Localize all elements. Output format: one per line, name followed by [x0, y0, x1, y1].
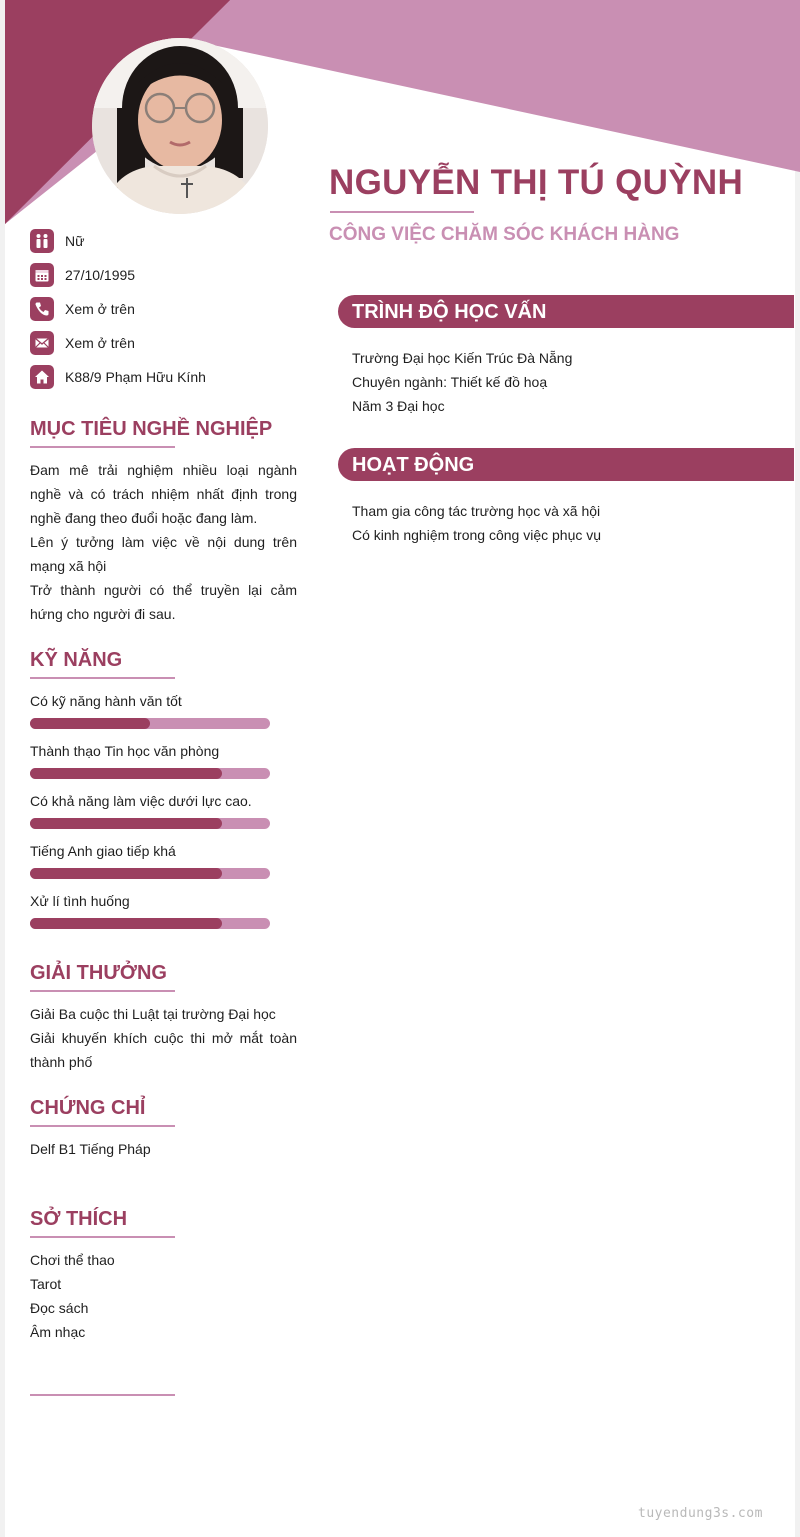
objective-paragraph: Đam mê trải nghiệm nhiều loại ngành nghề và có trách nhiệm nhất định trong nghề đang theo đuổi hoặc đang làm.: [30, 462, 297, 526]
full-name: NGUYỄN THỊ TÚ QUỲNH: [329, 163, 744, 202]
home-icon: [30, 365, 54, 389]
objective-title: MỤC TIÊU NGHỀ NGHIỆP: [30, 418, 273, 440]
page-edge-right: [795, 0, 800, 1537]
objective-underline: [30, 446, 175, 448]
activity-item: Có kinh nghiệm trong công việc phục vụ: [352, 527, 602, 543]
objective-paragraph: Lên ý tưởng làm việc về nội dung trên mạng xã hội: [30, 534, 297, 574]
skill-label: Thành thạo Tin học văn phòng: [30, 743, 220, 759]
contact-email: [30, 326, 206, 360]
contact-gender-text: Nữ: [65, 233, 85, 249]
watermark: tuyendung3s.com: [638, 1506, 763, 1521]
skill-bar-fill: [30, 868, 222, 879]
calendar-icon: [30, 263, 54, 287]
phone-icon: [30, 297, 54, 321]
certificates-title: CHỨNG CHỈ: [30, 1097, 146, 1119]
awards-title: GIẢI THƯỞNG: [30, 962, 167, 984]
page-edge-left: [0, 0, 5, 1537]
skill-label: Tiếng Anh giao tiếp khá: [30, 843, 176, 859]
skill-label: Có khả năng làm việc dưới lực cao.: [30, 793, 252, 809]
contact-birthday-text: 27/10/1995: [65, 267, 136, 283]
award-item: Giải khuyến khích cuộc thi mở mắt toàn thành phố: [30, 1030, 297, 1070]
certificates-list: [30, 1137, 297, 1161]
gender-icon: [30, 229, 54, 253]
hobbies-title: SỞ THÍCH: [30, 1208, 128, 1230]
skill-bar: [30, 918, 270, 929]
objective-text: [30, 458, 297, 626]
education-item: Năm 3 Đại học: [352, 398, 445, 414]
skill-item: [30, 838, 270, 888]
activity-item: Tham gia công tác trường học và xã hội: [352, 503, 601, 519]
skill-label: Xử lí tình huống: [30, 893, 130, 909]
hobby-item: Chơi thể thao: [30, 1252, 115, 1268]
skill-bar: [30, 818, 270, 829]
skill-item: [30, 688, 270, 738]
footer-divider: [30, 1394, 175, 1396]
skill-bar: [30, 718, 270, 729]
contact-address: [30, 360, 206, 394]
avatar-photo: [92, 38, 268, 214]
email-icon: [30, 331, 54, 355]
hobby-item: Tarot: [30, 1276, 62, 1292]
education-item: Trường Đại học Kiến Trúc Đà Nẵng: [352, 350, 573, 366]
contact-email-text: Xem ở trên: [65, 335, 135, 351]
avatar: [92, 38, 268, 214]
hobbies-underline: [30, 1236, 175, 1238]
activities-title: HOẠT ĐỘNG: [352, 454, 475, 476]
skill-bar: [30, 868, 270, 879]
certificate-item: Delf B1 Tiếng Pháp: [30, 1141, 151, 1157]
contact-address-text: K88/9 Phạm Hữu Kính: [65, 369, 206, 385]
hobbies-list: [30, 1248, 297, 1344]
education-title: TRÌNH ĐỘ HỌC VẤN: [352, 301, 547, 323]
activities-header: [338, 448, 794, 481]
job-title: CÔNG VIỆC CHĂM SÓC KHÁCH HÀNG: [329, 224, 680, 245]
contact-gender: [30, 224, 206, 258]
award-item: Giải Ba cuộc thi Luật tại trường Đại học: [30, 1006, 276, 1022]
contact-phone: [30, 292, 206, 326]
skill-label: Có kỹ năng hành văn tốt: [30, 693, 182, 709]
hobby-item: Âm nhạc: [30, 1324, 86, 1340]
skills-list: [30, 688, 270, 938]
activities-list: [352, 499, 601, 547]
contact-phone-text: Xem ở trên: [65, 301, 135, 317]
skills-underline: [30, 677, 175, 679]
education-list: [352, 346, 572, 418]
skill-bar: [30, 768, 270, 779]
skill-item: [30, 888, 270, 938]
contact-list: [30, 224, 206, 394]
awards-underline: [30, 990, 175, 992]
name-underline: [330, 211, 474, 213]
education-item: Chuyên ngành: Thiết kế đồ hoạ: [352, 374, 548, 390]
contact-birthday: [30, 258, 206, 292]
skill-bar-fill: [30, 768, 222, 779]
skill-item: [30, 788, 270, 838]
certificates-underline: [30, 1125, 175, 1127]
skill-item: [30, 738, 270, 788]
skill-bar-fill: [30, 718, 150, 729]
objective-paragraph: Trở thành người có thể truyền lại cảm hứng cho người đi sau.: [30, 582, 297, 622]
skills-title: KỸ NĂNG: [30, 649, 123, 671]
skill-bar-fill: [30, 918, 222, 929]
skill-bar-fill: [30, 818, 222, 829]
hobby-item: Đọc sách: [30, 1300, 89, 1316]
education-header: [338, 295, 794, 328]
awards-text: [30, 1002, 297, 1074]
